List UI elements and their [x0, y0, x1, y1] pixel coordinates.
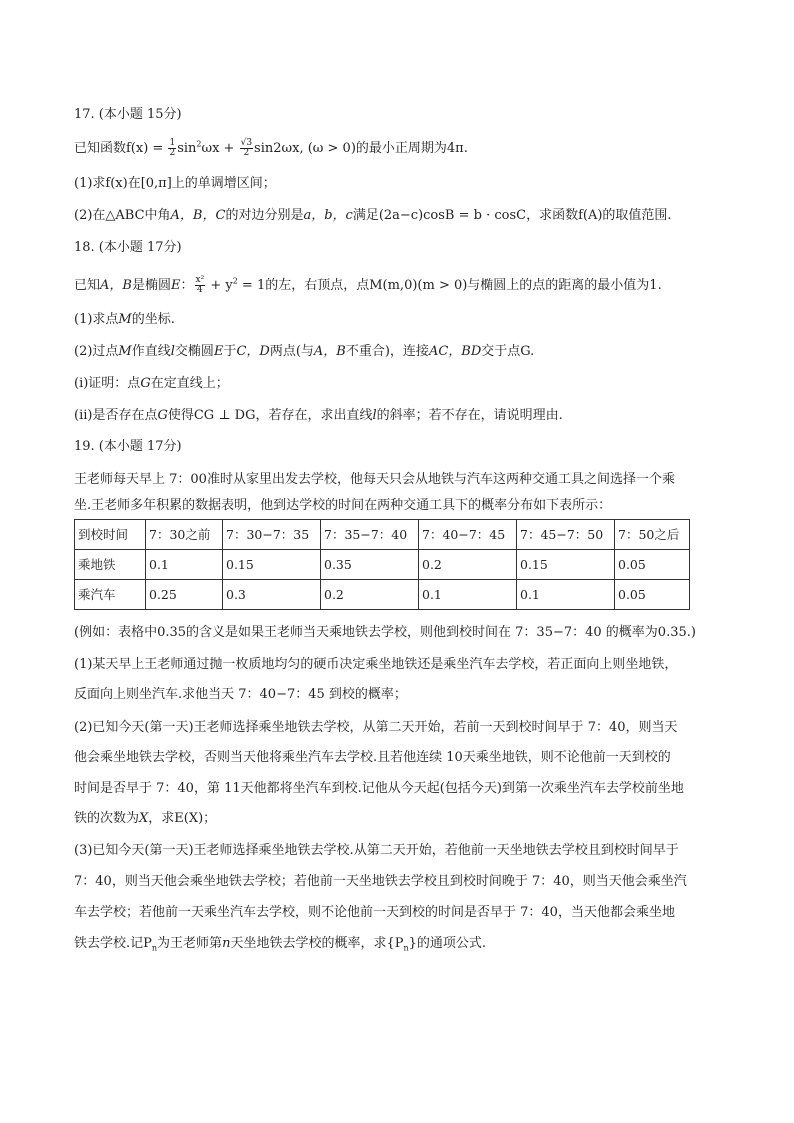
table-cell: 0.2	[321, 580, 419, 610]
q17-frac-sqrt3: $\frac{√3}{2}$	[240, 138, 253, 158]
q17-part2: (2)在△ABC中角A，B，C的对边分别是a，b，c满足(2a−c)cosB = b · cosC，求函数f(A)的取值范围.	[74, 208, 672, 223]
table-cell: 0.05	[615, 580, 690, 610]
table-cell: 0.3	[223, 580, 321, 610]
table-cell: 0.1	[517, 580, 615, 610]
q18-header: 18. (本小题 17分)	[74, 240, 182, 255]
q18-part2: (2)过点M作直线l交椭圆E于C，D两点(与A，B不重合)，连接AC，BD交于点G.	[74, 344, 535, 359]
q17-frac-half: $\frac{1}{2}$	[169, 138, 176, 158]
table-cell: 0.25	[146, 580, 223, 610]
q19-part2-line2: 他会乘坐地铁去学校，否则当天他将乘坐汽车去学校.且若他连续 10天乘坐地铁，则不论他前一天到校的	[74, 750, 671, 765]
q17-header: 17. (本小题 15分)	[74, 107, 182, 122]
q17-part1: (1)求f(x)在[0,π]上的单调增区间；	[74, 176, 276, 191]
probability-table	[74, 519, 690, 610]
table-header-row	[75, 520, 690, 550]
q19-part3-line2: 7：40，则当天他会乘坐地铁去学校；若他前一天坐地铁去学校且到校时间晚于 7：40，则当天他会乘坐汽	[74, 874, 687, 889]
table-cell: 0.2	[419, 550, 517, 580]
table-header-cell: 7：35−7：40	[321, 520, 419, 550]
table-header-cell: 到校时间	[75, 520, 146, 550]
table-cell: 0.05	[615, 550, 690, 580]
q19-note: (例如：表格中0.35的含义是如果王老师当天乘地铁去学校，则他到校时间在 7：35−7：40 的概率为0.35.)	[74, 625, 696, 640]
q18-part1: (1)求点M的坐标.	[74, 312, 175, 327]
table-cell: 0.1	[419, 580, 517, 610]
q18-line1: 已知A，B是椭圆E： $\frac{\text{x²}}{4}$ + $y^2 = 1$的左，右顶点，点M(m,0)(m > 0)与椭圆上的点的距离的最小值为1.	[74, 275, 662, 295]
q19-part1-line1: (1)某天早上王老师通过抛一枚质地均匀的硬币决定乘坐地铁还是乘坐汽车去学校，若正面向上则坐地铁，	[74, 657, 678, 672]
table-cell: 乘地铁	[75, 550, 146, 580]
table-header-cell: 7：30之前	[146, 520, 223, 550]
q17-func-prefix: 已知函数f(x) =	[74, 141, 168, 156]
q18-sub1: (ⅰ)证明：点G在定直线上；	[74, 376, 229, 391]
table-cell: 0.15	[517, 550, 615, 580]
q19-intro-line2: 坐.王老师多年积累的数据表明，他到达学校的时间在两种交通工具下的概率分布如下表所示：	[74, 498, 612, 513]
table-cell: 乘汽车	[75, 580, 146, 610]
q19-header: 19. (本小题 17分)	[74, 439, 182, 454]
table-row	[75, 580, 690, 610]
q19-intro-line1: 王老师每天早上 7：00准时从家里出发去学校，他每天只会从地铁与汽车这两种交通工具之间选择一个乘	[74, 472, 675, 487]
q19-part2-line3: 时间是否早于 7：40，第 11天他都将坐汽车到校.记他从今天起(包括今天)到第一次乘坐汽车去学校前坐地	[74, 781, 684, 796]
table-header-cell: 7：45−7：50	[517, 520, 615, 550]
q19-part3-line3: 车去学校；若他前一天乘坐汽车去学校，则不论他前一天到校的时间是否早于 7：40，当天他都会乘坐地	[74, 905, 675, 920]
q19-part3-line4: 铁去学校.记$P_n$为王老师第n天坐地铁去学校的概率，求$\{P_n\}$的通项公式.	[74, 936, 487, 953]
table-header-cell: 7：30−7：35	[223, 520, 321, 550]
q19-part3-line1: (3)已知今天(第一天)王老师选择乘坐地铁去学校.从第二天开始，若他前一天坐地铁去学校且到校时间早于	[74, 843, 679, 858]
q18-sub2: (ⅱ)是否存在点G使得CG ⊥ DG，若存在，求出直线l的斜率；若不存在，请说明理由.	[74, 408, 563, 423]
q17-line1: 已知函数f(x) = $\frac{1}{2}$ $\sin^2\omega x$ + $\frac{√3}{2}$ sin2ωx, (ω > 0)的最小正周期为4π.	[74, 138, 468, 158]
q19-part2-line4: 铁的次数为X，求E(X)；	[74, 811, 217, 826]
q19-part2-line1: (2)已知今天(第一天)王老师选择乘坐地铁去学校，从第二天开始，若前一天到校时间早于 7：40，则当天	[74, 720, 678, 735]
q18-frac-x2-over-4: $\frac{\text{x²}}{4}$	[195, 275, 205, 295]
q19-part1-line2: 反面向上则坐汽车.求他当天 7：40−7：45 到校的概率；	[74, 687, 407, 702]
table-cell: 0.35	[321, 550, 419, 580]
table-header-cell: 7：40−7：45	[419, 520, 517, 550]
table-header-cell: 7：50之后	[615, 520, 690, 550]
table-cell: 0.1	[146, 550, 223, 580]
table-cell: 0.15	[223, 550, 321, 580]
table-row	[75, 550, 690, 580]
